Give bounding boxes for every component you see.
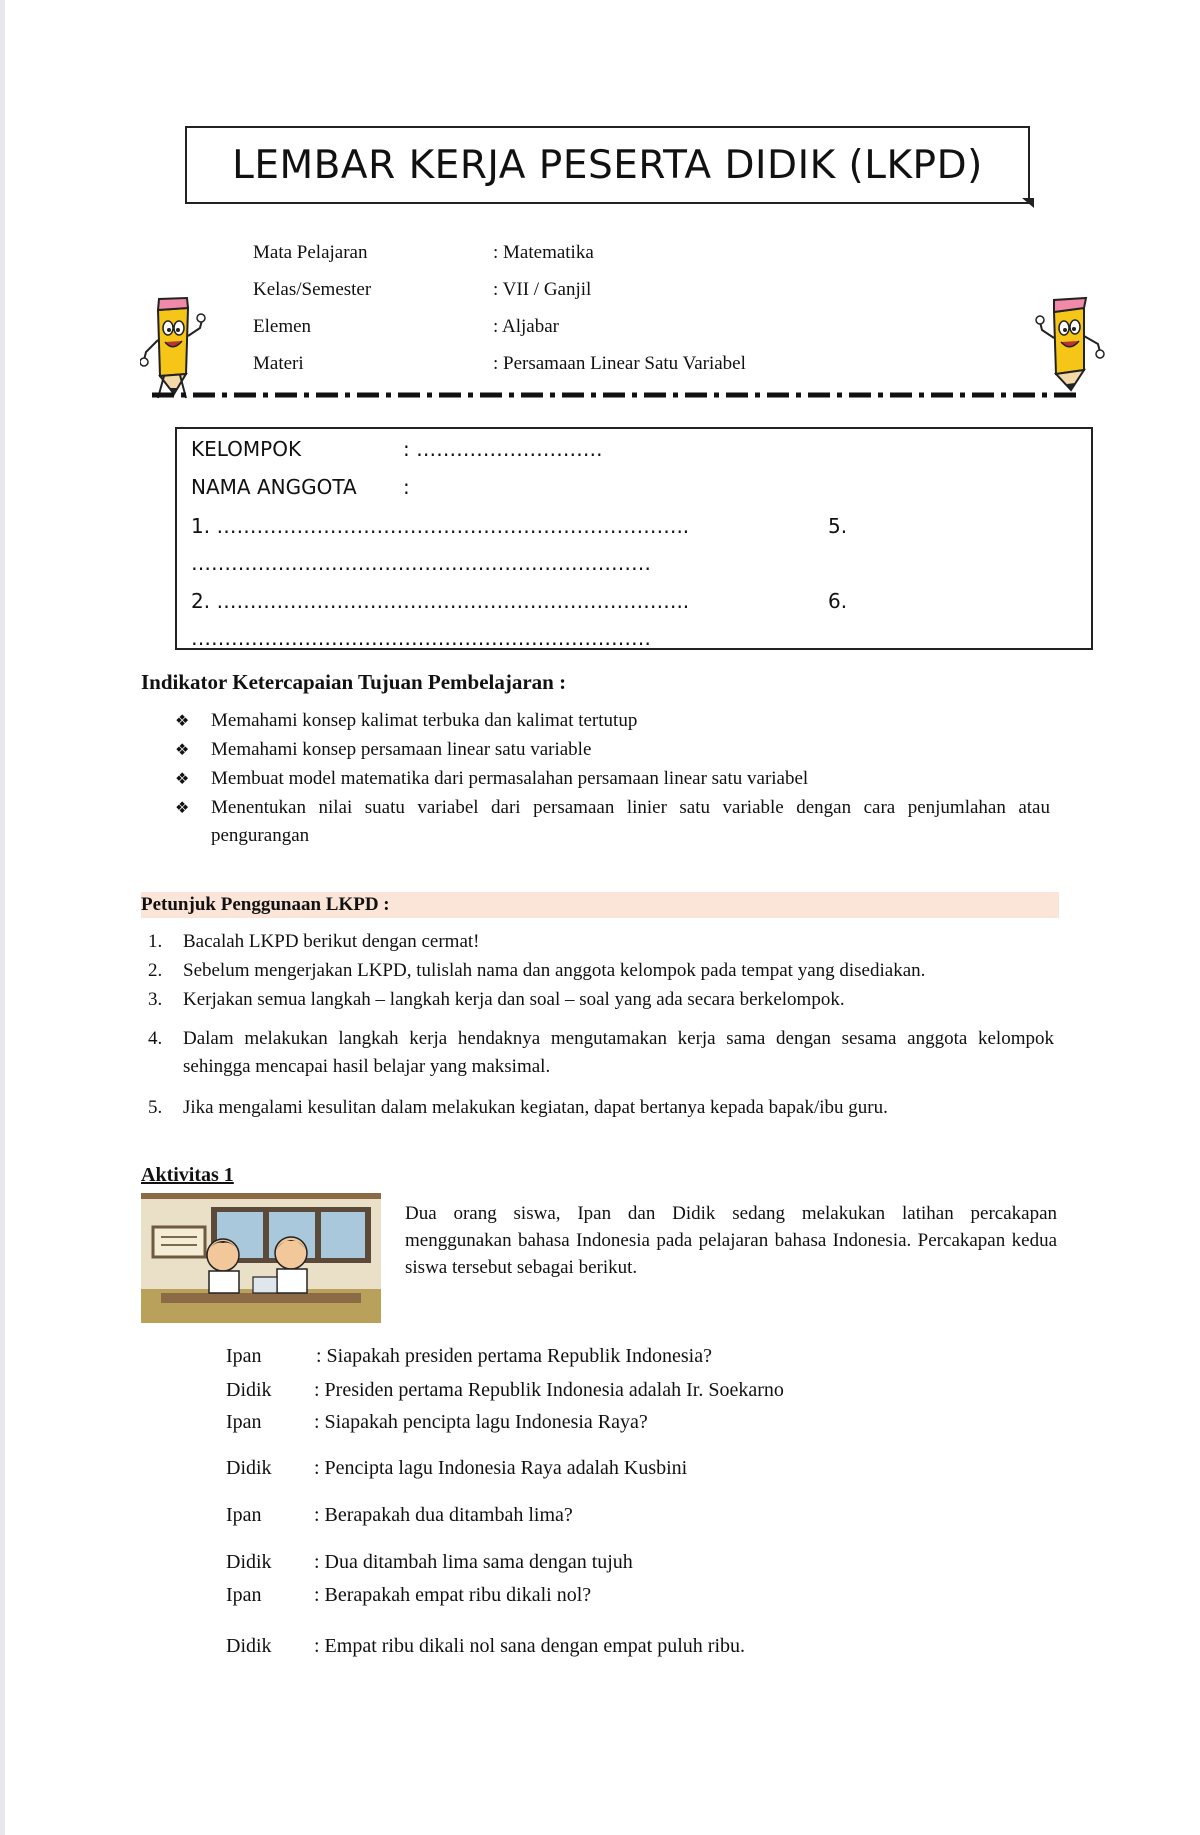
item-number: 1. bbox=[148, 931, 163, 952]
pencil-mascot-left-icon bbox=[140, 290, 206, 402]
indicator-text: Membuat model matematika dari permasalahan persamaan linear satu variabel bbox=[211, 768, 809, 789]
dialogue-speaker: Ipan bbox=[226, 1345, 262, 1367]
dialogue-speaker: Didik bbox=[226, 1635, 272, 1657]
info-label: Mata Pelajaran bbox=[253, 242, 368, 263]
dialogue-text: : Dua ditambah lima sama dengan tujuh bbox=[314, 1551, 633, 1573]
dialogue-speaker: Ipan bbox=[226, 1411, 262, 1433]
indicator-text: Memahami konsep persamaan linear satu variable bbox=[211, 739, 592, 760]
indicator-text: Memahami konsep kalimat terbuka dan kalimat tertutup bbox=[211, 710, 638, 731]
info-label: Materi bbox=[253, 353, 304, 374]
member-2-line: 2. …………………………………………………………….. bbox=[191, 589, 690, 613]
dialogue-text: : Berapakah dua ditambah lima? bbox=[314, 1504, 573, 1526]
info-value: : Aljabar bbox=[493, 316, 559, 337]
member-5-line: …………………………………………………………… bbox=[191, 551, 651, 575]
indicator-text: Menentukan nilai suatu variabel dari persamaan linier satu variable dengan cara penjumlahan atau pengurangan bbox=[211, 797, 1050, 846]
indicator-item bbox=[175, 736, 1050, 764]
item-text: Jika mengalami kesulitan dalam melakukan kegiatan, dapat bertanya kepada bapak/ibu guru. bbox=[183, 1097, 888, 1118]
classroom-illustration bbox=[141, 1193, 381, 1323]
petunjuk-item bbox=[148, 986, 1054, 1014]
indicator-item bbox=[175, 794, 1050, 850]
petunjuk-item bbox=[148, 1025, 1054, 1081]
indicator-item bbox=[175, 707, 1050, 735]
dialogue-speaker: Ipan bbox=[226, 1504, 262, 1526]
item-number: 2. bbox=[148, 960, 163, 981]
dialogue-speaker: Didik bbox=[226, 1379, 272, 1401]
page-edge bbox=[0, 0, 5, 1835]
item-text: Sebelum mengerjakan LKPD, tulislah nama dan anggota kelompok pada tempat yang disediakan. bbox=[183, 960, 926, 981]
dialogue-speaker: Ipan bbox=[226, 1584, 262, 1606]
kelompok-label: KELOMPOK bbox=[191, 437, 302, 461]
dialogue-text: : Empat ribu dikali nol sana dengan empat puluh ribu. bbox=[314, 1635, 746, 1657]
info-value: : Matematika bbox=[493, 242, 594, 263]
dash-dot-divider bbox=[152, 389, 1077, 401]
aktivitas-intro: Dua orang siswa, Ipan dan Didik sedang melakukan latihan percakapan menggunakan bahasa Indonesia pada pelajaran bahasa Indonesia. Percakapan kedua siswa tersebut sebagai berikut. bbox=[405, 1203, 1057, 1278]
petunjuk-item bbox=[148, 928, 1054, 956]
item-text: Kerjakan semua langkah – langkah kerja dan soal – soal yang ada secara berkelompok. bbox=[183, 989, 845, 1010]
info-label: Kelas/Semester bbox=[253, 279, 372, 300]
dialogue-text: : Berapakah empat ribu dikali nol? bbox=[314, 1584, 592, 1606]
info-value: : VII / Ganjil bbox=[493, 279, 592, 300]
dialogue-text: : Siapakah pencipta lagu Indonesia Raya? bbox=[314, 1411, 648, 1433]
diamond-bullet-icon: ❖ bbox=[175, 769, 190, 788]
title-box bbox=[185, 126, 1030, 204]
member-1-line: 1. …………………………………………………………….. bbox=[191, 514, 690, 538]
petunjuk-item bbox=[148, 957, 1054, 985]
member-5-label: 5. bbox=[828, 514, 848, 538]
diamond-bullet-icon: ❖ bbox=[175, 740, 190, 759]
page-title: LEMBAR KERJA PESERTA DIDIK (LKPD) bbox=[232, 142, 983, 188]
item-text: Bacalah LKPD berikut dengan cermat! bbox=[183, 931, 480, 952]
nama-anggota-colon: : bbox=[403, 475, 410, 499]
info-value: : Persamaan Linear Satu Variabel bbox=[493, 353, 746, 374]
nama-anggota-label: NAMA ANGGOTA bbox=[191, 475, 357, 499]
indicator-item bbox=[175, 765, 1050, 793]
dialogue-speaker: Didik bbox=[226, 1457, 272, 1479]
kelompok-value: : ………………………. bbox=[403, 437, 603, 461]
dialogue-speaker: Didik bbox=[226, 1551, 272, 1573]
info-label: Elemen bbox=[253, 316, 312, 337]
item-number: 3. bbox=[148, 989, 163, 1010]
member-6-line: …………………………………………………………… bbox=[191, 626, 651, 650]
member-6-label: 6. bbox=[828, 589, 848, 613]
dialogue-text: : Siapakah presiden pertama Republik Indonesia? bbox=[316, 1345, 712, 1367]
item-text: Dalam melakukan langkah kerja hendaknya mengutamakan kerja sama dengan sesama anggota kelompok sehingga mencapai hasil belajar yang maksimal. bbox=[183, 1028, 1054, 1077]
indikator-heading: Indikator Ketercapaian Tujuan Pembelajaran : bbox=[141, 670, 567, 694]
item-number: 5. bbox=[148, 1097, 163, 1118]
group-members-box bbox=[175, 427, 1093, 650]
petunjuk-item bbox=[148, 1094, 1054, 1122]
diamond-bullet-icon: ❖ bbox=[175, 798, 190, 817]
pencil-mascot-right-icon bbox=[1034, 294, 1106, 394]
dialogue-text: : Pencipta lagu Indonesia Raya adalah Kusbini bbox=[314, 1457, 688, 1479]
petunjuk-heading: Petunjuk Penggunaan LKPD : bbox=[141, 894, 390, 915]
dialogue-text: : Presiden pertama Republik Indonesia adalah Ir. Soekarno bbox=[314, 1379, 784, 1401]
item-number: 4. bbox=[148, 1028, 163, 1049]
diamond-bullet-icon: ❖ bbox=[175, 711, 190, 730]
aktivitas-heading: Aktivitas 1 bbox=[141, 1164, 234, 1186]
